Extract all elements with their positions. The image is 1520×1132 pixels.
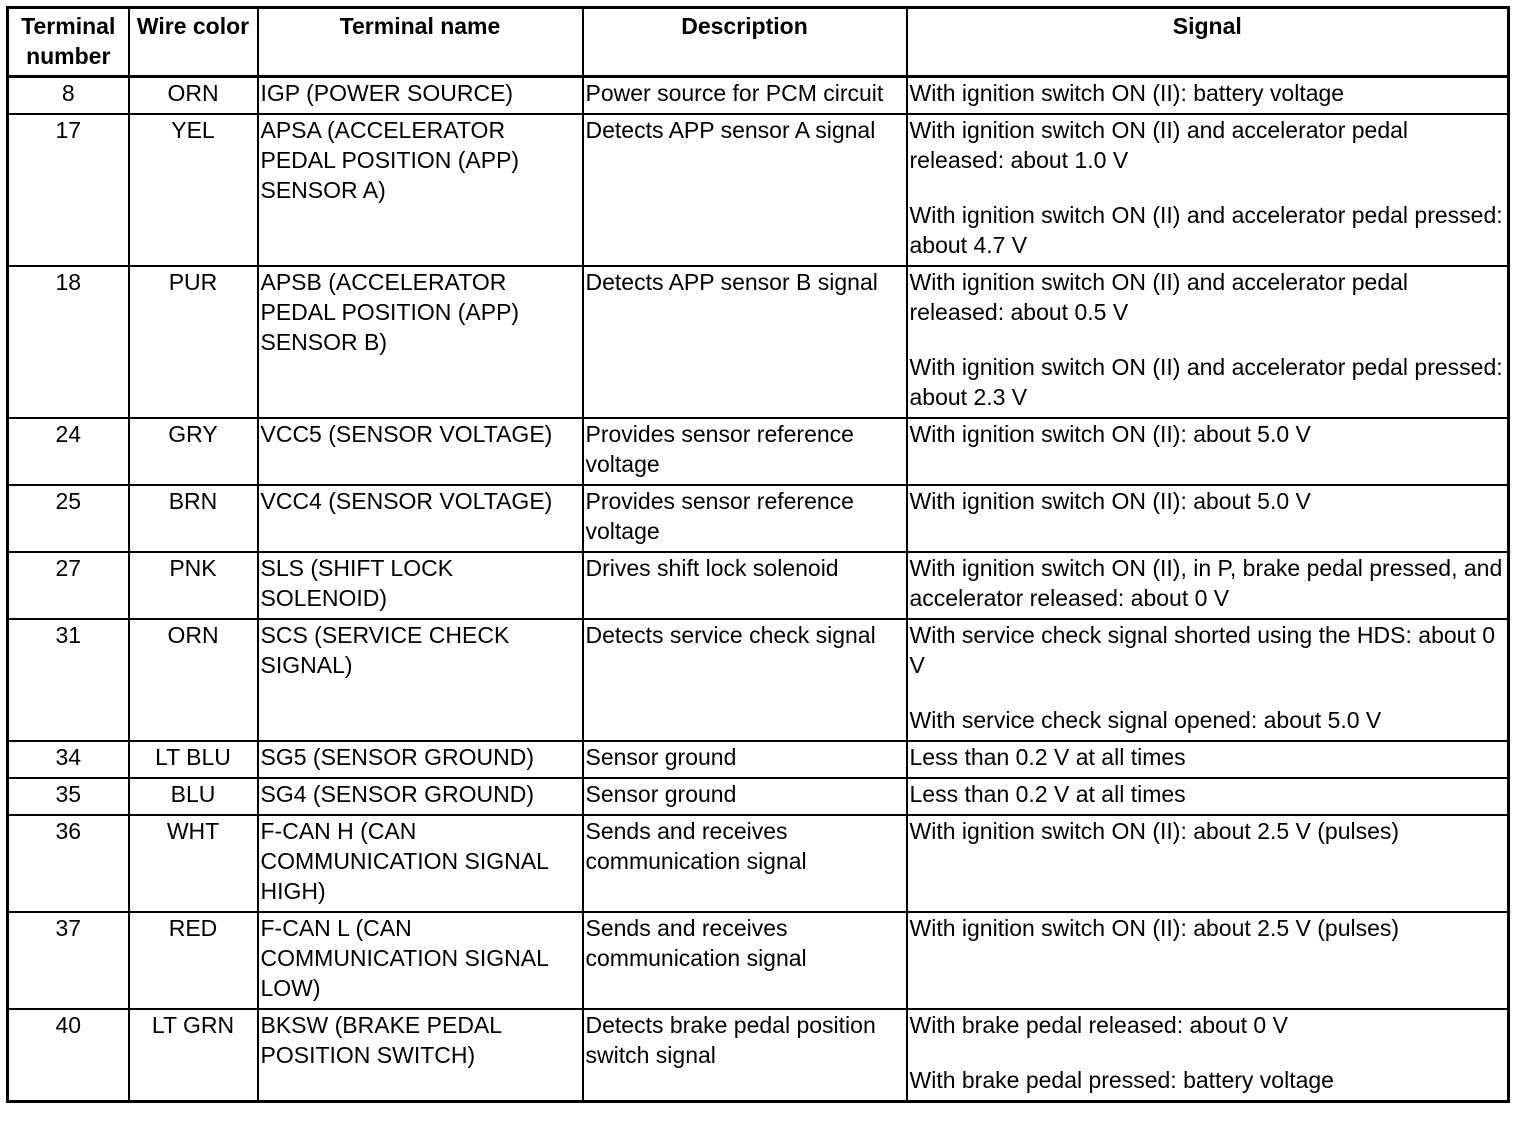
signal-cell: [907, 815, 1509, 912]
description-cell: Detects APP sensor B signal: [583, 266, 907, 418]
signal-cell: [907, 1009, 1509, 1102]
signal-line: With ignition switch ON (II): about 5.0 V: [909, 488, 1311, 514]
table-row: [8, 1009, 1509, 1102]
table-row: [8, 485, 1509, 552]
terminal-number-cell: 17: [8, 114, 129, 266]
table-row: [8, 912, 1509, 1009]
wire-color-cell: BLU: [129, 778, 258, 815]
signal-line: With ignition switch ON (II): about 2.5 V (pulses): [909, 915, 1400, 941]
header-row: [8, 8, 1509, 77]
signal-line: With ignition switch ON (II) and accelerator pedal pressed: about 2.3 V: [909, 354, 1503, 410]
signal-line: With service check signal shorted using the HDS: about 0 V: [909, 622, 1496, 678]
header-terminal-number-line1: Terminal: [21, 13, 116, 39]
terminal-name-cell: VCC4 (SENSOR VOLTAGE): [258, 485, 583, 552]
signal-line: With brake pedal released: about 0 V: [909, 1012, 1288, 1038]
signal-cell: [907, 485, 1509, 552]
wire-color-cell: ORN: [129, 77, 258, 115]
signal-line: With ignition switch ON (II) and accelerator pedal released: about 1.0 V: [909, 117, 1409, 173]
wire-color-cell: LT BLU: [129, 741, 258, 778]
signal-line: Less than 0.2 V at all times: [909, 744, 1186, 770]
table-body: [8, 77, 1509, 1102]
signal-cell: [907, 114, 1509, 266]
terminal-number-cell: 34: [8, 741, 129, 778]
terminal-name-cell: SG4 (SENSOR GROUND): [258, 778, 583, 815]
table-row: [8, 552, 1509, 619]
terminal-number-cell: 36: [8, 815, 129, 912]
terminal-number-cell: 27: [8, 552, 129, 619]
terminal-name-cell: VCC5 (SENSOR VOLTAGE): [258, 418, 583, 485]
wire-color-cell: ORN: [129, 619, 258, 741]
terminal-number-cell: 31: [8, 619, 129, 741]
table-row: [8, 77, 1509, 115]
table-row: [8, 778, 1509, 815]
description-cell: Drives shift lock solenoid: [583, 552, 907, 619]
wire-color-cell: PUR: [129, 266, 258, 418]
wire-color-cell: LT GRN: [129, 1009, 258, 1102]
wire-color-cell: RED: [129, 912, 258, 1009]
signal-cell: [907, 778, 1509, 815]
description-cell: Detects APP sensor A signal: [583, 114, 907, 266]
signal-line: With ignition switch ON (II): battery voltage: [909, 80, 1345, 106]
signal-cell: [907, 266, 1509, 418]
terminal-name-cell: F-CAN H (CAN COMMUNICATION SIGNAL HIGH): [258, 815, 583, 912]
signal-cell: [907, 912, 1509, 1009]
signal-line: With ignition switch ON (II): about 5.0 V: [909, 421, 1311, 447]
description-cell: Sensor ground: [583, 741, 907, 778]
terminal-number-cell: 35: [8, 778, 129, 815]
signal-line: With ignition switch ON (II): about 2.5 V (pulses): [909, 818, 1400, 844]
description-cell: Power source for PCM circuit: [583, 77, 907, 115]
wire-color-cell: GRY: [129, 418, 258, 485]
table-row: [8, 619, 1509, 741]
signal-line: With ignition switch ON (II) and accelerator pedal pressed: about 4.7 V: [909, 202, 1503, 258]
terminal-number-cell: 8: [8, 77, 129, 115]
terminal-name-cell: F-CAN L (CAN COMMUNICATION SIGNAL LOW): [258, 912, 583, 1009]
terminal-name-cell: BKSW (BRAKE PEDAL POSITION SWITCH): [258, 1009, 583, 1102]
terminal-number-cell: 18: [8, 266, 129, 418]
table-row: [8, 418, 1509, 485]
table-header: [8, 8, 1509, 77]
description-cell: Detects service check signal: [583, 619, 907, 741]
signal-cell: [907, 77, 1509, 115]
terminal-name-cell: SCS (SERVICE CHECK SIGNAL): [258, 619, 583, 741]
signal-line: With brake pedal pressed: battery voltage: [909, 1067, 1334, 1093]
signal-cell: [907, 741, 1509, 778]
table-row: [8, 114, 1509, 266]
table-row: [8, 266, 1509, 418]
table-row: [8, 741, 1509, 778]
wire-color-cell: WHT: [129, 815, 258, 912]
wire-color-cell: PNK: [129, 552, 258, 619]
terminal-number-cell: 25: [8, 485, 129, 552]
header-signal: Signal: [907, 8, 1509, 77]
terminal-number-cell: 24: [8, 418, 129, 485]
terminal-name-cell: SG5 (SENSOR GROUND): [258, 741, 583, 778]
description-cell: Sensor ground: [583, 778, 907, 815]
description-cell: Sends and receives communication signal: [583, 815, 907, 912]
header-description: Description: [583, 8, 907, 77]
wire-color-cell: YEL: [129, 114, 258, 266]
terminal-table: [6, 6, 1510, 1103]
header-wire-color: Wire color: [129, 8, 258, 77]
table-row: [8, 815, 1509, 912]
description-cell: Detects brake pedal position switch signal: [583, 1009, 907, 1102]
signal-line: Less than 0.2 V at all times: [909, 781, 1186, 807]
terminal-name-cell: SLS (SHIFT LOCK SOLENOID): [258, 552, 583, 619]
signal-cell: [907, 552, 1509, 619]
header-terminal-number: [8, 8, 129, 77]
terminal-number-cell: 37: [8, 912, 129, 1009]
signal-line: With ignition switch ON (II), in P, brake pedal pressed, and accelerator released: about 0 V: [909, 555, 1503, 611]
terminal-number-cell: 40: [8, 1009, 129, 1102]
description-cell: Sends and receives communication signal: [583, 912, 907, 1009]
signal-cell: [907, 619, 1509, 741]
description-cell: Provides sensor reference voltage: [583, 485, 907, 552]
header-terminal-number-line2: number: [26, 43, 111, 69]
signal-line: With ignition switch ON (II) and accelerator pedal released: about 0.5 V: [909, 269, 1409, 325]
header-terminal-name: Terminal name: [258, 8, 583, 77]
signal-line: With service check signal opened: about 5.0 V: [909, 707, 1382, 733]
signal-cell: [907, 418, 1509, 485]
terminal-name-cell: IGP (POWER SOURCE): [258, 77, 583, 115]
description-cell: Provides sensor reference voltage: [583, 418, 907, 485]
terminal-name-cell: APSA (ACCELERATOR PEDAL POSITION (APP) SENSOR A): [258, 114, 583, 266]
terminal-name-cell: APSB (ACCELERATOR PEDAL POSITION (APP) SENSOR B): [258, 266, 583, 418]
wire-color-cell: BRN: [129, 485, 258, 552]
